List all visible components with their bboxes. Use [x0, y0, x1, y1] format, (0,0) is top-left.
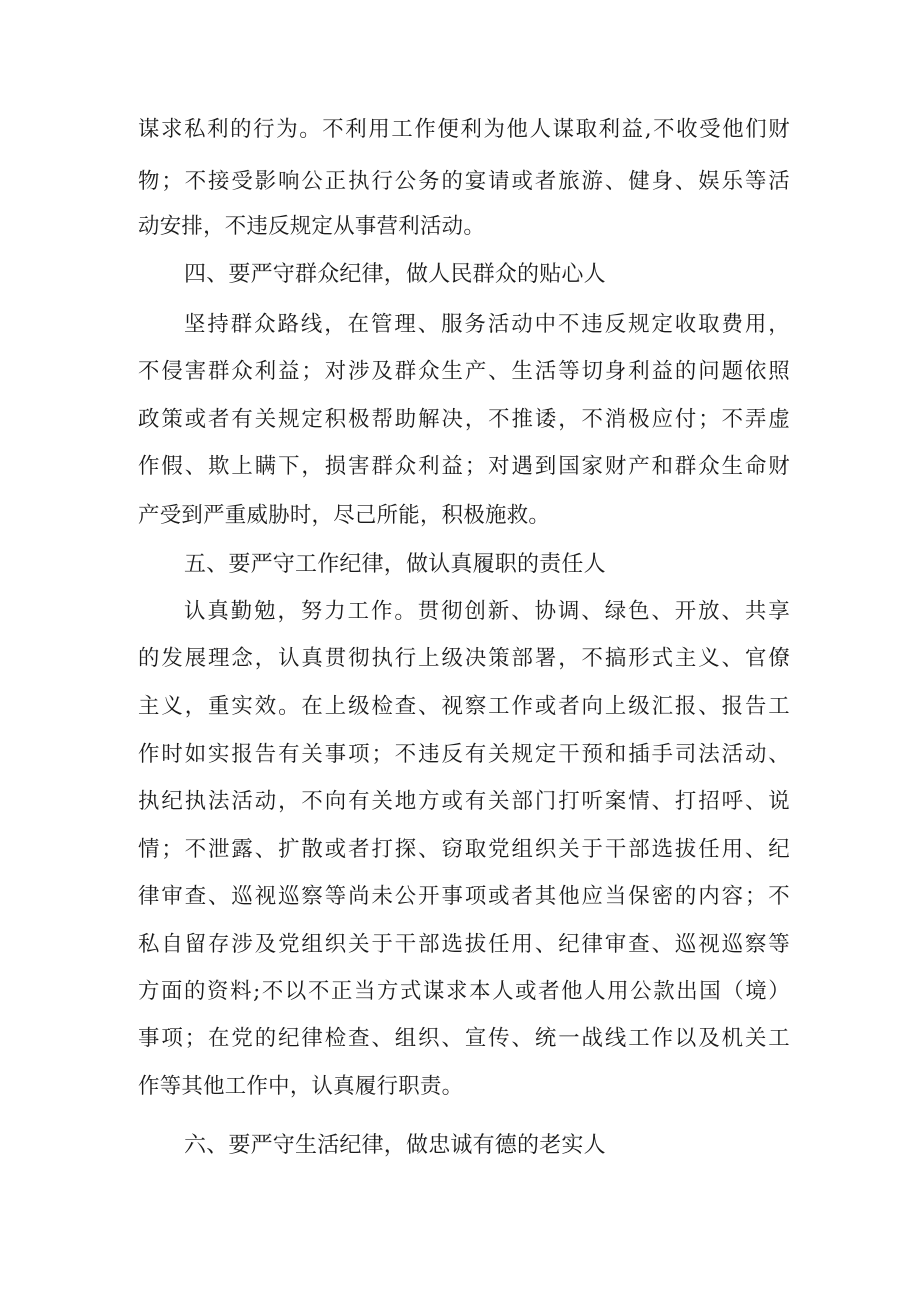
paragraph-line: 产受到严重威胁时，尽己所能，积极施救。: [138, 503, 551, 528]
paragraph-line: 不侵害群众利益；对涉及群众生产、生活等切身利益的问题依照: [138, 359, 790, 384]
paragraph-line: 的发展理念，认真贯彻执行上级决策部署，不搞形式主义、官僚: [138, 646, 790, 671]
paragraph-line: 律审查、巡视巡察等尚未公开事项或者其他应当保密的内容；不: [138, 884, 790, 909]
paragraph-line: 物；不接受影响公正执行公务的宴请或者旅游、健身、娱乐等活: [138, 169, 790, 194]
section-heading-6: 六、要严守生活纪律，做忠诚有德的老实人: [184, 1133, 606, 1158]
paragraph-line: 执纪执法活动，不向有关地方或有关部门打听案情、打招呼、说: [138, 789, 790, 814]
paragraph-line: 私自留存涉及党组织关于干部选拔任用、纪律审查、巡视巡察等: [138, 932, 790, 957]
paragraph-line: 情；不泄露、扩散或者打探、窃取党组织关于干部选拔任用、纪: [138, 837, 790, 862]
paragraph-line: 主义，重实效。在上级检查、视察工作或者向上级汇报、报告工: [138, 694, 790, 719]
paragraph-line: 作等其他工作中，认真履行职责。: [138, 1074, 464, 1099]
paragraph-line: 作时如实报告有关事项；不违反有关规定干预和插手司法活动、: [138, 742, 790, 767]
section-heading-5: 五、要严守工作纪律，做认真履职的责任人: [184, 552, 606, 577]
paragraph-line: 谋求私利的行为。不利用工作便利为他人谋取利益,不收受他们财: [138, 117, 790, 142]
paragraph-line: 作假、欺上瞒下，损害群众利益；对遇到国家财产和群众生命财: [138, 454, 790, 479]
paragraph-line: 事项；在党的纪律检查、组织、宣传、统一战线工作以及机关工: [138, 1026, 790, 1051]
section-heading-4: 四、要严守群众纪律，做人民群众的贴心人: [184, 262, 606, 287]
paragraph-line: 政策或者有关规定积极帮助解决，不推诿，不消极应付；不弄虚: [138, 407, 790, 432]
paragraph-line: 认真勤勉，努力工作。贯彻创新、协调、绿色、开放、共享: [184, 599, 790, 624]
paragraph-line: 坚持群众路线，在管理、服务活动中不违反规定收取费用，: [184, 312, 790, 337]
paragraph-line: 方面的资料;不以不正当方式谋求本人或者他人用公款出国（境）: [138, 979, 790, 1004]
paragraph-line: 动安排，不违反规定从事营利活动。: [138, 214, 486, 239]
